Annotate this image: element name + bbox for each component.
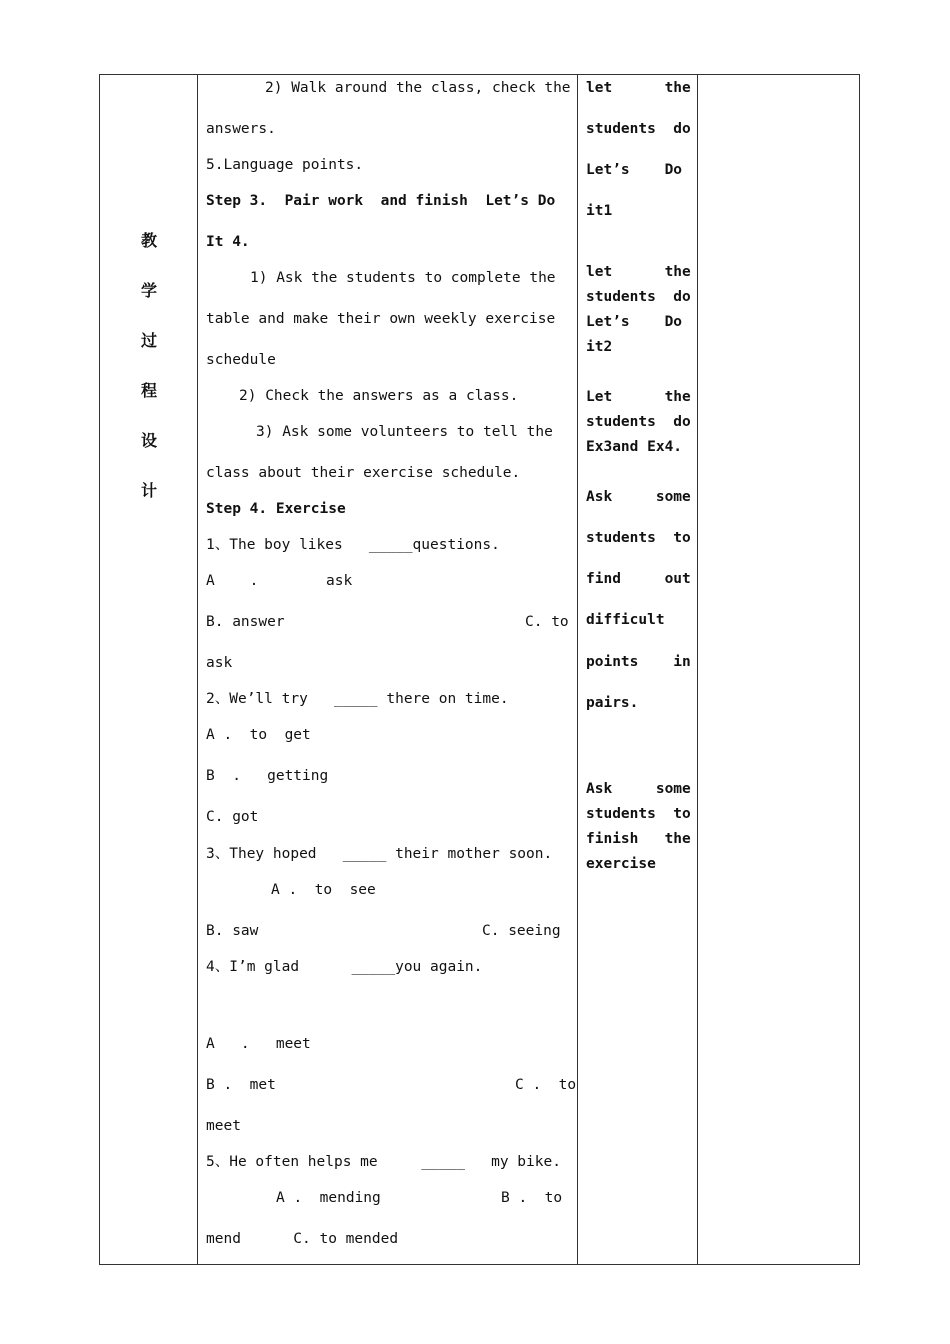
exercise-option: ask	[326, 573, 353, 589]
step-heading: Step 3. Pair work and finish Let’s Do	[206, 193, 556, 209]
left-label-char: 学	[141, 281, 158, 300]
exercise-option: B. saw	[206, 923, 259, 939]
note-line: Ex3and Ex4.	[586, 439, 683, 455]
exercise-option: B . getting	[206, 768, 329, 784]
exercise-option: B . to	[501, 1190, 563, 1206]
note-line: students do	[586, 289, 691, 305]
procedure-line: answers.	[206, 121, 276, 137]
column-divider	[577, 75, 578, 1264]
procedure-line: schedule	[206, 352, 276, 368]
note-line: students do	[586, 121, 691, 137]
exercise-option: B. answer	[206, 614, 285, 630]
column-divider	[197, 75, 198, 1264]
exercise-question: 4、I’m glad _____you again.	[206, 959, 483, 975]
note-line: exercise	[586, 856, 656, 872]
note-line: finish the	[586, 831, 691, 847]
exercise-question: 5、He often helps me _____ my bike.	[206, 1154, 561, 1170]
exercise-question: 3、They hoped _____ their mother soon.	[206, 846, 553, 862]
left-label-char: 过	[141, 331, 158, 350]
exercise-option: C. seeing	[482, 923, 561, 939]
note-line: let the	[586, 80, 691, 96]
note-line: Ask some	[586, 489, 691, 505]
step-heading: It 4.	[206, 234, 250, 250]
exercise-option: A .	[206, 573, 259, 589]
exercise-question: 1、The boy likes _____questions.	[206, 537, 500, 553]
exercise-option: B . met	[206, 1077, 276, 1093]
note-line: students to	[586, 806, 691, 822]
note-line: Ask some	[586, 781, 691, 797]
exercise-option: C. got	[206, 809, 259, 825]
note-line: students to	[586, 530, 691, 546]
left-label-char: 计	[141, 481, 158, 500]
left-label-char: 教	[141, 231, 158, 250]
exercise-question: 2、We’ll try _____ there on time.	[206, 691, 509, 707]
exercise-option: mend C. to mended	[206, 1231, 399, 1247]
note-line: find out	[586, 571, 691, 587]
step-heading: Step 4. Exercise	[206, 501, 346, 517]
exercise-option: meet	[206, 1118, 241, 1134]
note-line: Let the	[586, 389, 691, 405]
note-line: it2	[586, 339, 613, 355]
procedure-line: class about their exercise schedule.	[206, 465, 521, 481]
left-label-char: 程	[141, 381, 158, 400]
note-line: points in	[586, 654, 691, 670]
note-line: difficult	[586, 612, 665, 628]
exercise-option: A . to see	[271, 882, 376, 898]
procedure-line: 5.Language points.	[206, 157, 364, 173]
note-line: students do	[586, 414, 691, 430]
left-label-char: 设	[141, 431, 158, 450]
procedure-line: table and make their own weekly exercise	[206, 311, 556, 327]
exercise-option: C. to	[525, 614, 569, 630]
note-line: pairs.	[586, 695, 639, 711]
column-divider	[697, 75, 698, 1264]
exercise-option: A . mending	[276, 1190, 381, 1206]
exercise-option: A . meet	[206, 1036, 311, 1052]
note-line: Let’s Do	[586, 314, 683, 330]
procedure-line: 3) Ask some volunteers to tell the	[256, 424, 553, 440]
note-line: Let’s Do	[586, 162, 683, 178]
note-line: let the	[586, 264, 691, 280]
exercise-option: A . to get	[206, 727, 311, 743]
procedure-line: 1) Ask the students to complete the	[250, 270, 556, 286]
exercise-option: C . to	[515, 1077, 577, 1093]
procedure-line: 2) Check the answers as a class.	[239, 388, 519, 404]
note-line: it1	[586, 203, 613, 219]
procedure-line: 2) Walk around the class, check the	[265, 80, 571, 96]
exercise-option: ask	[206, 655, 233, 671]
